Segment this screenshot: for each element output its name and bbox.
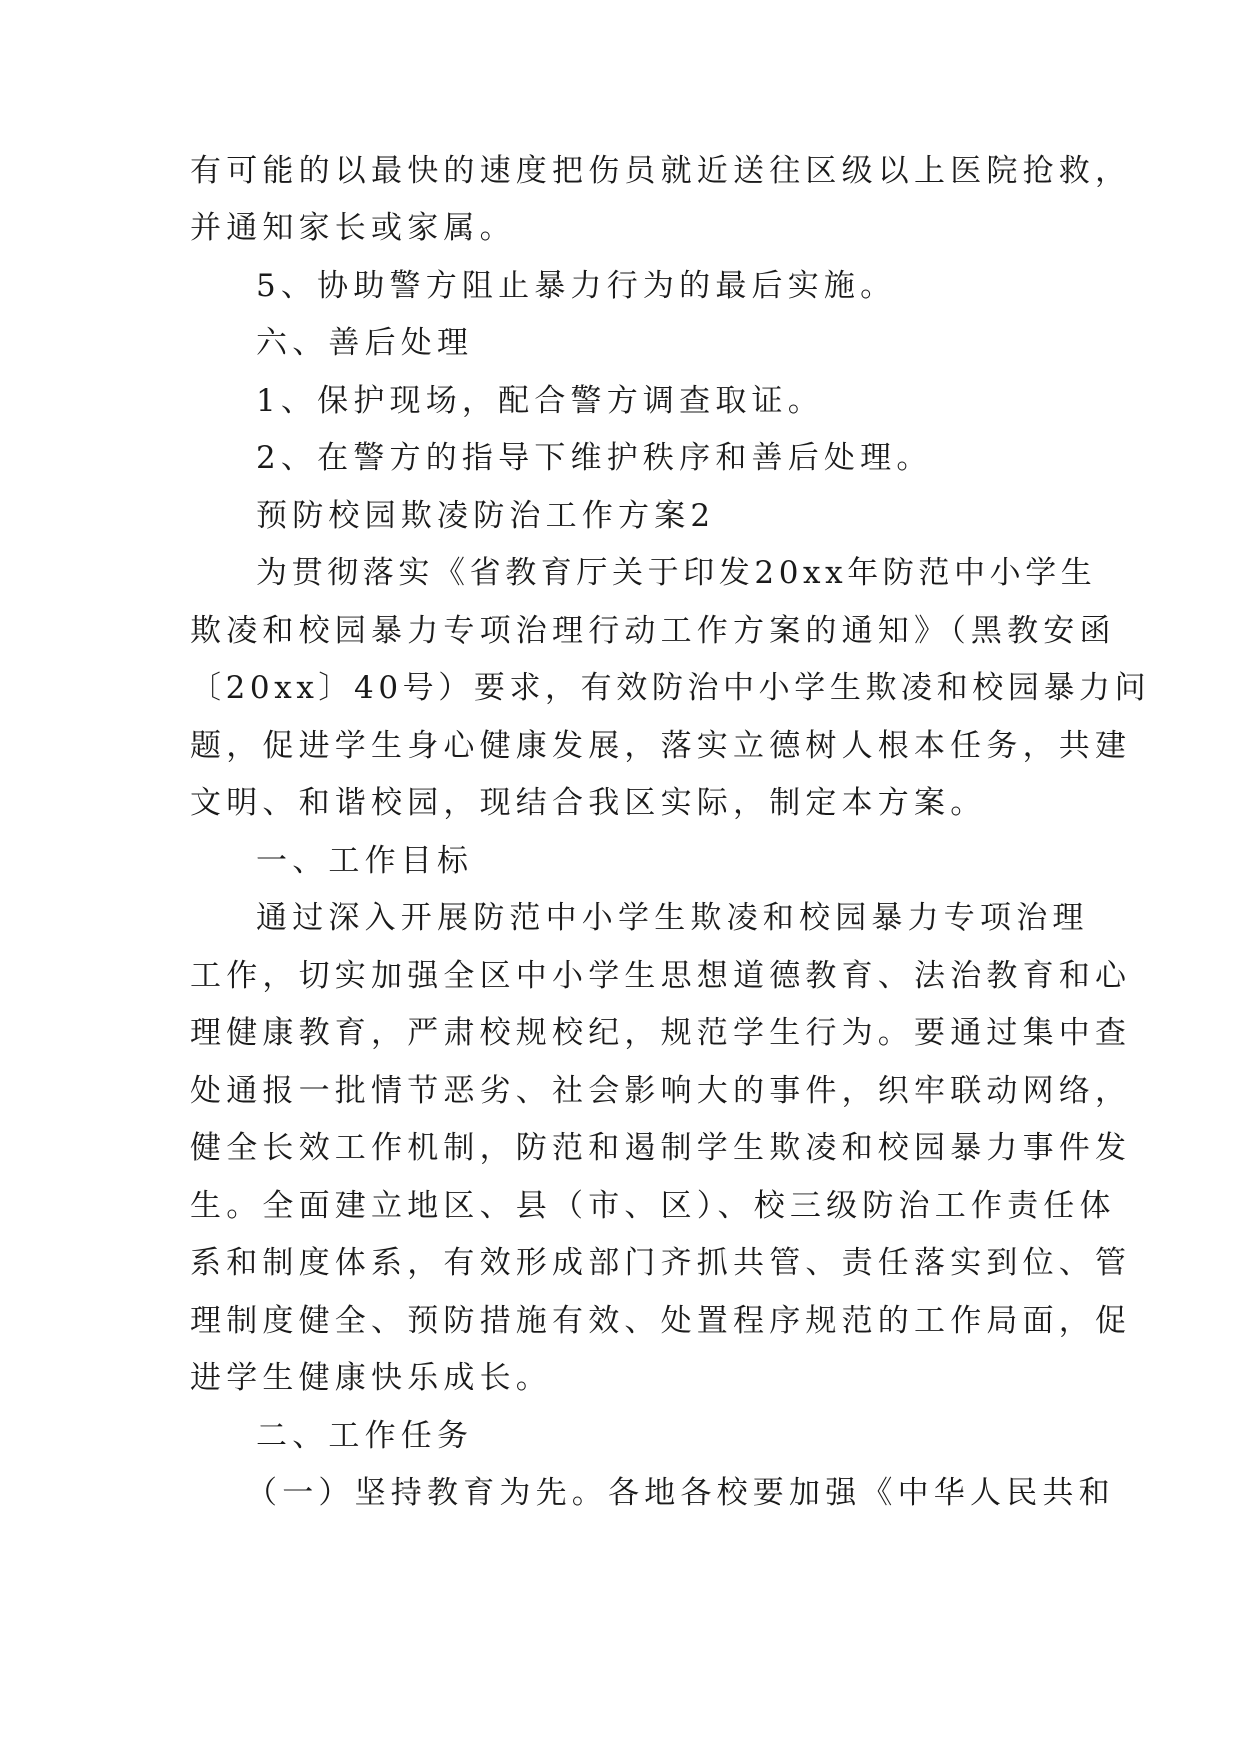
paragraph-line: 通过深入开展防范中小学生欺凌和校园暴力专项治理	[256, 900, 1089, 936]
paragraph-line: 健全长效工作机制，防范和遏制学生欺凌和校园暴力事件发	[190, 1130, 1132, 1166]
paragraph-line: 并通知家长或家属。	[190, 210, 516, 246]
paragraph-line: 生。全面建立地区、县（市、区）、校三级防治工作责任体	[190, 1188, 1116, 1224]
paragraph-line: 理健康教育，严肃校规校纪，规范学生行为。要通过集中查	[190, 1015, 1132, 1051]
section-heading: 二、工作任务	[256, 1418, 474, 1454]
section-heading: 六、善后处理	[256, 325, 474, 361]
paragraph-line: 欺凌和校园暴力专项治理行动工作方案的通知》（黑教安函	[190, 613, 1116, 649]
paragraph-line: 〔20xx〕40号）要求，有效防治中小学生欺凌和校园暴力问	[190, 670, 1151, 706]
paragraph-line: （一）坚持教育为先。各地各校要加强《中华人民共和	[246, 1475, 1115, 1511]
paragraph-line: 系和制度体系，有效形成部门齐抓共管、责任落实到位、管	[190, 1245, 1132, 1281]
list-item: 5、协助警方阻止暴力行为的最后实施。	[256, 268, 897, 304]
list-item: 1、保护现场，配合警方调查取证。	[256, 383, 824, 419]
section-heading: 一、工作目标	[256, 843, 474, 879]
paragraph-line: 文明、和谐校园，现结合我区实际，制定本方案。	[190, 785, 987, 821]
document-title: 预防校园欺凌防治工作方案2	[256, 498, 716, 534]
paragraph-line: 题，促进学生身心健康发展，落实立德树人根本任务，共建	[190, 728, 1132, 764]
paragraph-line: 处通报一批情节恶劣、社会影响大的事件，织牢联动网络，	[190, 1073, 1132, 1109]
paragraph-line: 工作，切实加强全区中小学生思想道德教育、法治教育和心	[190, 958, 1132, 994]
paragraph-line: 进学生健康快乐成长。	[190, 1360, 552, 1396]
list-item: 2、在警方的指导下维护秩序和善后处理。	[256, 440, 933, 476]
paragraph-line: 理制度健全、预防措施有效、处置程序规范的工作局面，促	[190, 1303, 1132, 1339]
paragraph-line: 为贯彻落实《省教育厅关于印发20xx年防范中小学生	[256, 555, 1097, 591]
paragraph-line: 有可能的以最快的速度把伤员就近送往区级以上医院抢救，	[190, 153, 1132, 189]
